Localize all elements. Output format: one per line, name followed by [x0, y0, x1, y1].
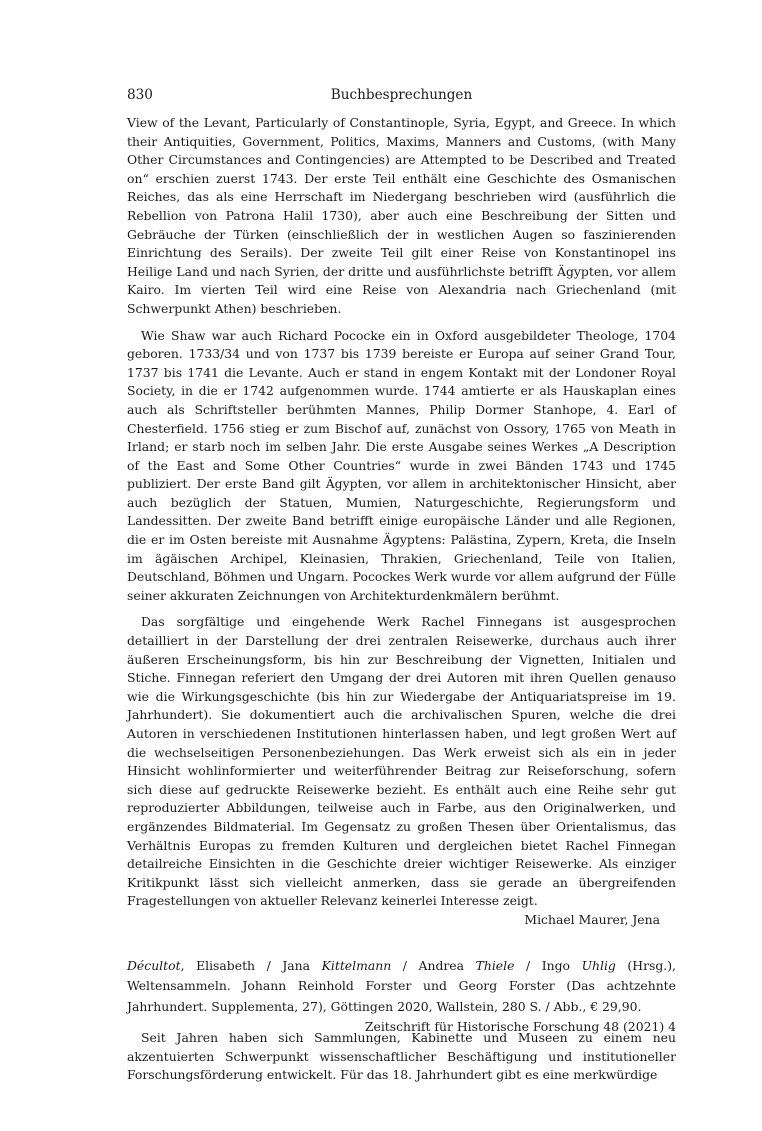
review1-paragraph-2: Wie Shaw war auch Richard Pococke ein in Oxford ausgebildeter Theologe, 1704 geboren. 1733/34 und von 1737 bis 1739 bereiste er Europa auf seiner Grand Tour, 1737 bis 1741 die Levante. Auch er stand in engem Kontakt mit der Londoner Royal Society, in die er 1742 aufgenommen wurde. 1744 amtierte er als Hauskaplan eines auch als Schriftsteller berühmten Mannes, Philip Dormer Stanhope, 4. Earl of Chesterfield. 1756 stieg er zum Bischof auf, zunächst von Ossory, 1765 von Meath in Irland; er starb noch im selben Jahr. Die erste Ausgabe seines Werkes „A Description of the East and Some Other Countries“ wurde in zwei Bänden 1743 und 1745 publiziert. Der erste Band gilt Ägypten, vor allem in architektonischer Hinsicht, aber auch bezüglich der Statuen, Mumien, Naturgeschichte, Regierungsform und Landessitten. Der zweite Band betrifft einige europäische Länder und alle Regionen, die er im Osten bereiste mit Ausnahme Ägyptens: Palästina, Zypern, Kreta, die Inseln im ägäischen Archipel, Kleinasien, Thrakien, Griechenland, Teile von Italien, Deutschland, Böhmen und Ungarn. Pocockes Werk wurde vor allem aufgrund der Fülle seiner akkuraten Zeichnungen von Architekturdenkmälern berühmt.	[127, 327, 676, 603]
review1-paragraph-1: View of the Levant, Particularly of Constantinople, Syria, Egypt, and Greece. In which their Antiquities, Government, Politics, Maxims, Manners and Customs, (with Many Other Circumstances and Contingencies) are Attempted to be Described and Treated on“ erschien zuerst 1743. Der erste Teil enthält eine Geschichte des Osmanischen Reiches, das als eine Herrschaft im Niedergang beschrieben wird (ausführlich die Rebellion von Patrona Halil 1730), aber auch eine Beschreibung der Sitten und Gebräuche der Türken (einschließlich der in westlichen Augen so faszinierenden Einrichtung des Serails). Der zweite Teil gilt einer Reise von Konstantinopel ins Heilige Land und nach Syrien, der dritte und ausführlichste betrifft Ägypten, vor allem Kairo. Im vierten Teil wird eine Reise von Alexandria nach Griechenland (mit Schwerpunkt Athen) beschrieben.	[127, 115, 676, 316]
review2-paragraph-1: Seit Jahren haben sich Sammlungen, Kabinette und Museen zu einem neu akzentuierten Schwerpunkt wissenschaftlicher Beschäftigung und institutioneller Forschungsförderung entwickelt. Für das 18. Jahrhundert gibt es eine merkwürdige	[127, 1030, 676, 1083]
section-title: Buchbesprechungen	[330, 87, 473, 103]
book-citation	[127, 956, 676, 1018]
editor-surname: Décultot	[127, 957, 181, 973]
page-number: 830	[127, 87, 153, 103]
editor-separator: / Andrea	[391, 957, 476, 973]
reviewer-signature: Michael Maurer, Jena	[524, 911, 660, 927]
review1-paragraph-3: Das sorgfältige und eingehende Werk Rachel Finnegans ist ausgesprochen detailliert in der Darstellung der drei zentralen Reisewerke, durchaus auch ihrer äußeren Erscheinungsform, bis hin zur Beschreibung der Vignetten, Initialen und Stiche. Finnegan referiert den Umgang der drei Autoren mit ihren Quellen genauso wie die Wirkungsgeschichte (bis hin zur Wiedergabe der Antiquariatspreise im 19. Jahrhundert). Sie dokumentiert auch die archivalischen Spuren, welche die drei Autoren in verschiedenen Institutionen hinterlassen haben, und legt großen Wert auf die wechselseitigen Personenbeziehungen. Das Werk erweist sich als ein in jeder Hinsicht wohlinformierter und weiterführender Beitrag zur Reiseforschung, sofern sich diese auf gedruckte Reisewerke bezieht. Es enthält auch eine Reihe sehr gut reproduzierter Abbildungen, teilweise auch in Farbe, aus den Originalwerken, und ergänzendes Bildmaterial. Im Gegensatz zu großen Thesen über Orientalismus, das Verhältnis Europas zu fremden Kulturen und dergleichen bietet Rachel Finnegan detailreiche Einsichten in die Geschichte dreier wichtiger Reisewerke. Als einziger Kritikpunkt lässt sich vielleicht anmerken, dass sie gerade an übergreifenden Fragestellungen von aktueller Relevanz keinerlei Interesse zeigt.	[127, 614, 676, 909]
editor-given: , Elisabeth / Jana	[180, 957, 322, 973]
editor-separator: / Ingo	[514, 957, 582, 973]
running-head	[127, 84, 676, 106]
editor-surname: Thiele	[475, 957, 515, 973]
editor-surname: Kittelmann	[321, 957, 392, 973]
editor-surname: Uhlig	[581, 957, 616, 973]
citation-details: (Hrsg.), Weltensammeln. Johann Reinhold Forster und Georg Forster (Das achtzehnte Jahrhundert. Supplementa, 27), Göttingen 2020, Wallstein, 280 S. / Abb., € 29,90.	[127, 957, 676, 1014]
journal-footer: Zeitschrift für Historische Forschung 48 (2021) 4	[364, 1019, 676, 1034]
page-content	[127, 84, 676, 1085]
